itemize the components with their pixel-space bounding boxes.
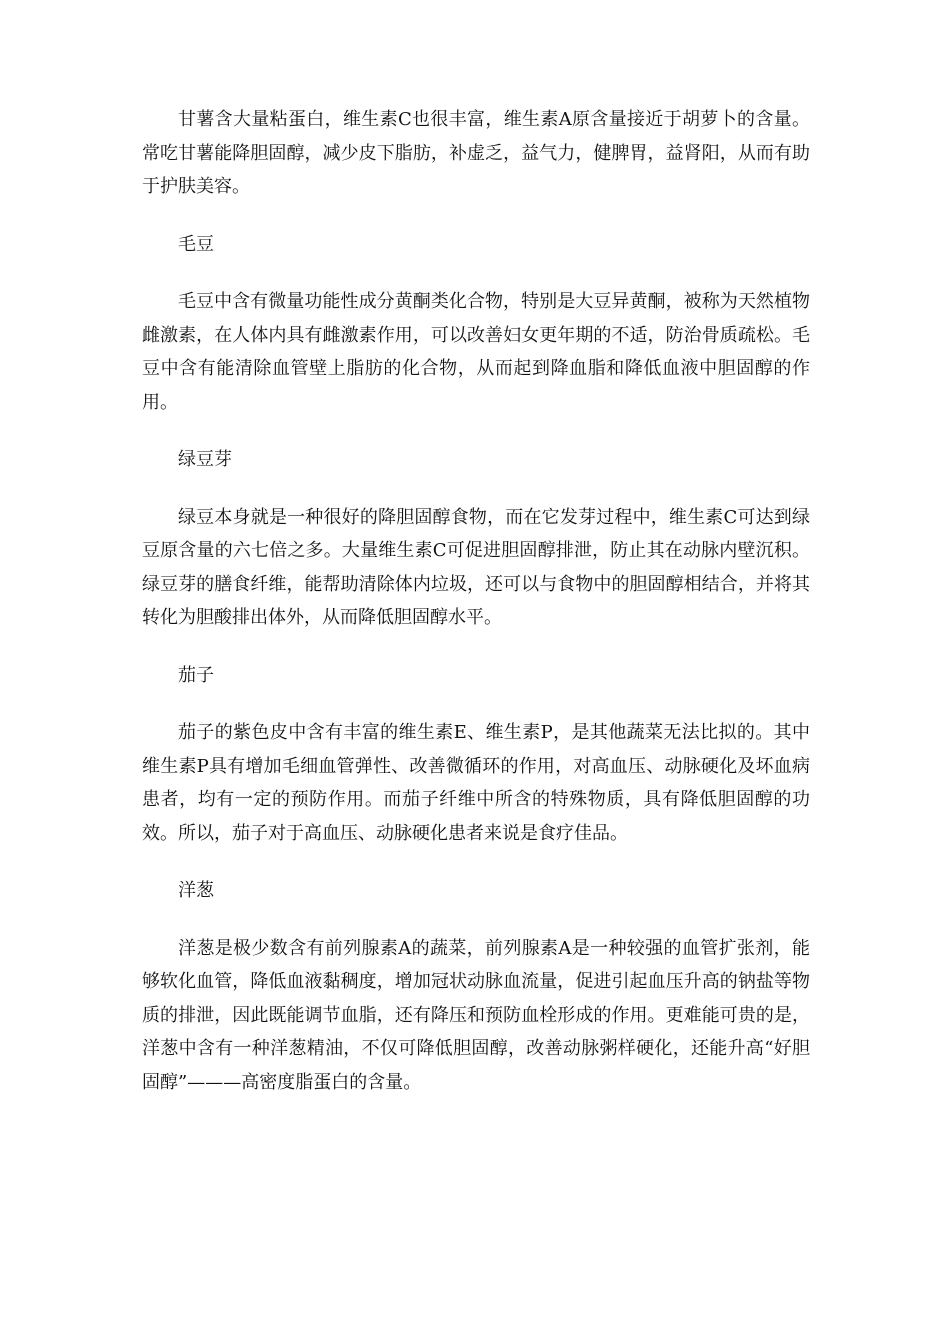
- paragraph-sweet-potato: 甘薯含大量粘蛋白，维生素C也很丰富，维生素A原含量接近于胡萝卜的含量。常吃甘薯能降胆固醇，减少皮下脂肪，补虚乏，益气力，健脾胃，益肾阳，从而有助于护肤美容。: [142, 109, 810, 197]
- paragraph-edamame: 毛豆中含有微量功能性成分黄酮类化合物，特别是大豆异黄酮，被称为天然植物雌激素，在人体内具有雌激素作用，可以改善妇女更年期的不适，防治骨质疏松。毛豆中含有能清除血管壁上脂肪的化合物，从而起到降血脂和降低血液中胆固醇的作用。: [142, 291, 810, 413]
- heading-onion: 洋葱: [178, 880, 214, 901]
- paragraph-eggplant: 茄子的紫色皮中含有丰富的维生素E、维生素P，是其他蔬菜无法比拟的。其中维生素P具有增加毛细血管弹性、改善微循环的作用，对高血压、动脉硬化及坏血病患者，均有一定的预防作用。而茄子纤维中所含的特殊物质，具有降低胆固醇的功效。所以，茄子对于高血压、动脉硬化患者来说是食疗佳品。: [142, 722, 810, 844]
- heading-eggplant: 茄子: [178, 664, 214, 686]
- heading-edamame: 毛豆: [178, 233, 214, 255]
- paragraph-onion: 洋葱是极少数含有前列腺素A的蔬菜，前列腺素A是一种较强的血管扩张剂，能够软化血管，降低血液黏稠度，增加冠状动脉血流量，促进引起血压升高的钠盐等物质的排泄，因此既能调节血脂，还有降压和预防血栓形成的作用。更难能可贵的是，洋葱中含有一种洋葱精油，不仅可降低胆固醇，改善动脉粥样硬化，还能升高“好胆固醇”———高密度脂蛋白的含量。: [142, 937, 810, 1093]
- paragraph-mung-bean-sprouts: 绿豆本身就是一种很好的降胆固醇食物，而在它发芽过程中，维生素C可达到绿豆原含量的六七倍之多。大量维生素C可促进胆固醇排泄，防止其在动脉内壁沉积。绿豆芽的膳食纤维，能帮助清除体内垃圾，还可以与食物中的胆固醇相结合，并将其转化为胆酸排出体外，从而降低胆固醇水平。: [142, 506, 810, 628]
- heading-mung-bean-sprouts: 绿豆芽: [178, 449, 232, 470]
- document-body: [142, 103, 810, 1123]
